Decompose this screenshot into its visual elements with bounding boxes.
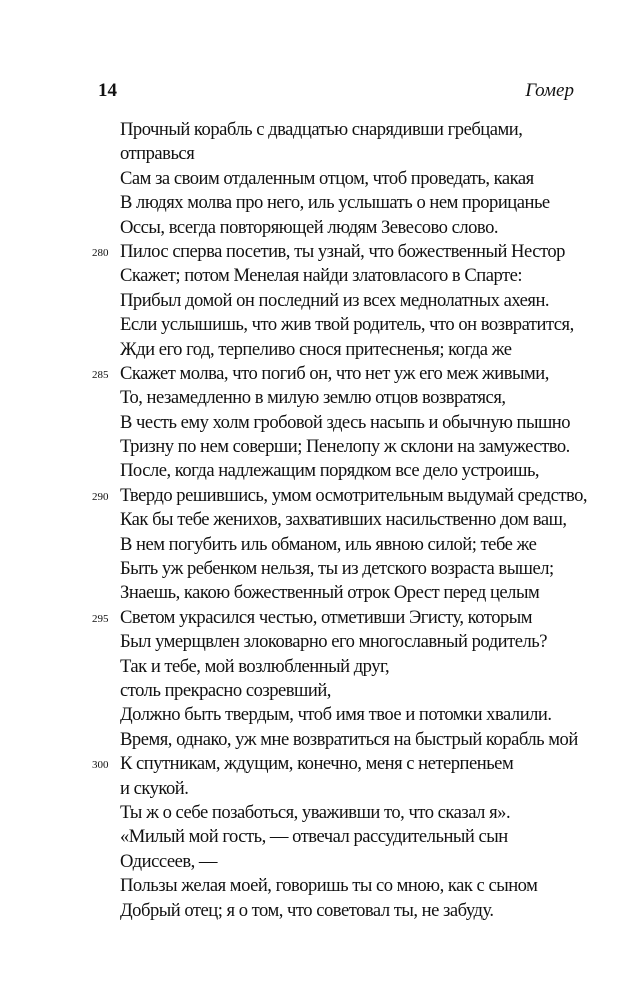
- verse-line: [0, 313, 632, 337]
- verse-line-text: Быть уж ребенком нельзя, ты из детского возраста вышел;: [120, 558, 554, 580]
- verse-line-text: столь прекрасно созревший,: [120, 679, 331, 701]
- verse-line-text: Сам за своим отдаленным отцом, чтоб проведать, какая: [120, 167, 534, 189]
- verse-line: [0, 679, 632, 703]
- verse-line-text: Так и тебе, мой возлюбленный друг,: [120, 655, 390, 677]
- verse-line-text: Светом украсился честью, отметивши Эгисту, которым: [120, 606, 533, 628]
- verse-line: [0, 581, 632, 605]
- verse-line-text: Ты ж о себе позаботься, уваживши то, что сказал я».: [120, 801, 511, 823]
- verse-line: [0, 411, 632, 435]
- verse-line: [0, 850, 632, 874]
- verse-line-text: Тризну по нем соверши; Пенелопу ж склони на замужество.: [120, 436, 570, 458]
- verse-line-text: Знаешь, какою божественный отрок Орест перед целым: [120, 582, 540, 604]
- verse-line: [0, 459, 632, 483]
- verse-line: [0, 703, 632, 727]
- line-number: 285: [92, 368, 109, 381]
- verse-line: [0, 386, 632, 410]
- verse-line-text: Твердо решившись, умом осмотрительным выдумай средство,: [120, 484, 588, 506]
- verse-line-text: Прибыл домой он последний из всех меднолатных ахеян.: [120, 289, 550, 311]
- verse-line-text: К спутникам, ждущим, конечно, меня с нетерпеньем: [120, 753, 514, 775]
- verse-line: [0, 264, 632, 288]
- verse-line: [0, 435, 632, 459]
- line-number: 290: [92, 490, 109, 503]
- line-number: 295: [92, 612, 109, 625]
- verse-line: [0, 728, 632, 752]
- verse-line-text: Время, однако, уж мне возвратиться на быстрый корабль мой: [120, 728, 578, 750]
- verse-line: [0, 606, 632, 630]
- verse-line: [0, 362, 632, 386]
- verse-line: [0, 630, 632, 654]
- verse-line-text: В честь ему холм гробовой здесь насыпь и обычную пышно: [120, 411, 571, 433]
- verse-line: [0, 825, 632, 849]
- verse-line-text: Пилос сперва посетив, ты узнай, что божественный Нестор: [120, 240, 565, 262]
- verse-line-text: «Милый мой гость, — отвечал рассудительный сын: [120, 826, 508, 848]
- verse-line: [0, 533, 632, 557]
- verse-line: [0, 874, 632, 898]
- verse-line-text: То, незамедленно в милую землю отцов возвратяся,: [120, 387, 506, 409]
- verse-line: [0, 289, 632, 313]
- running-title: Гомер: [525, 80, 574, 101]
- verse-line: [0, 167, 632, 191]
- verse-line-text: Пользы желая моей, говоришь ты со мною, как с сыном: [120, 875, 538, 897]
- verse-line-text: Прочный корабль с двадцатью снарядивши гребцами,: [120, 119, 523, 140]
- verse-line-text: Скажет молва, что погиб он, что нет уж его меж живыми,: [120, 362, 549, 384]
- verse-line: [0, 191, 632, 215]
- verse-line-text: Оссы, всегда повторяющей людям Зевесово слово.: [120, 216, 499, 238]
- verse-line-text: Должно быть твердым, чтоб имя твое и потомки хвалили.: [120, 704, 552, 726]
- verse-line: [0, 216, 632, 240]
- verse-line-text: Одиссеев, —: [120, 850, 218, 872]
- verse-line-text: Если услышишь, что жив твой родитель, что он возвратится,: [120, 314, 574, 336]
- page-number: 14: [98, 80, 117, 101]
- verse-line: [0, 508, 632, 532]
- verse-line-text: Добрый отец; я о том, что советовал ты, не забуду.: [120, 899, 494, 921]
- verse-line: [0, 801, 632, 825]
- verse-line-text: В людях молва про него, иль услышать о нем прорицанье: [120, 192, 550, 214]
- page-header: [0, 80, 632, 108]
- verse-line-text: Скажет; потом Менелая найди златовласого в Спарте:: [120, 265, 523, 287]
- verse-line-text: В нем погубить иль обманом, иль явною силой; тебе же: [120, 533, 537, 555]
- verse-line: [0, 338, 632, 362]
- line-number: 280: [92, 246, 109, 259]
- verse-line: [0, 777, 632, 801]
- verse-line: [0, 899, 632, 923]
- verse-line: [0, 752, 632, 776]
- verse-line-text: отправься: [120, 143, 195, 165]
- verse-line-text: После, когда надлежащим порядком все дело устроишь,: [120, 460, 540, 482]
- verse-line-text: Как бы тебе женихов, захвативших насильственно дом ваш,: [120, 509, 567, 531]
- verse-line: [0, 118, 632, 142]
- verse-line-text: Был умерщвлен злоковарно его многославный родитель?: [120, 631, 547, 653]
- line-number: 300: [92, 759, 109, 772]
- verse-line: [0, 142, 632, 166]
- verse-text: [0, 118, 632, 923]
- verse-line-text: и скукой.: [120, 777, 189, 799]
- verse-line: [0, 655, 632, 679]
- verse-line: [0, 557, 632, 581]
- verse-line-text: Жди его год, терпеливо снося притесненья; когда же: [120, 338, 512, 360]
- verse-line: [0, 484, 632, 508]
- verse-line: [0, 240, 632, 264]
